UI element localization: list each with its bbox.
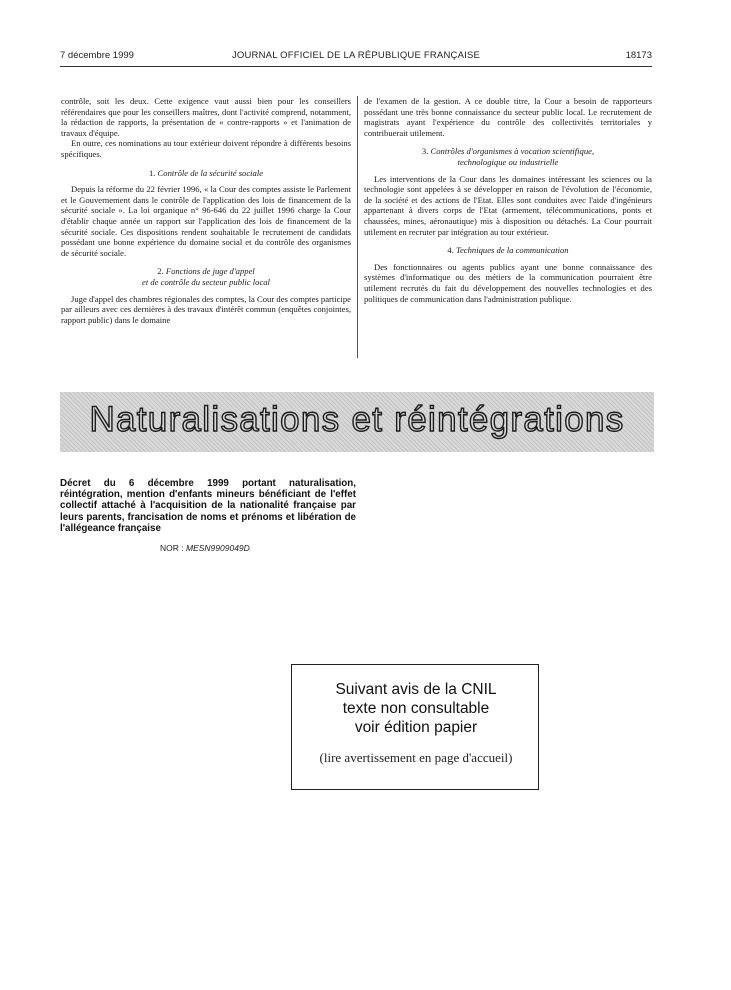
left-paragraph-1: contrôle, soit les deux. Cette exigence vaut aussi bien pour les conseillers référendaires que pour les conseillers maîtres, dont l'activité comprend, notamment, la rédaction de rapports, la présentation de « contre-rapports » et l'animation de travaux d'équipe. <box>61 96 351 138</box>
section-heading-3 <box>364 146 652 167</box>
page-number: 18173 <box>625 50 652 61</box>
left-column <box>61 96 351 325</box>
banner-title: Naturalisations et réintégrations <box>89 400 625 439</box>
section-title: Techniques de la communication <box>456 245 569 256</box>
section-heading-2 <box>61 266 351 287</box>
cnil-notice-line-3: voir édition papier <box>354 719 478 736</box>
cnil-notice-line-1: Suivant avis de la CNIL <box>335 681 497 698</box>
section-number: 3. <box>421 146 429 157</box>
decree-title: Décret du 6 décembre 1999 portant naturalisation, réintégration, mention d'enfants mineurs bénéficiant de l'effet collectif attaché à l'acquisition de la nationalité française par leurs parents, francisation de noms et prénoms et libération de l'allégeance française <box>60 478 356 534</box>
header-divider <box>60 66 652 67</box>
left-paragraph-2: En outre, ces nominations au tour extérieur doivent répondre à différents besoins spécifiques. <box>61 138 351 159</box>
right-paragraph-3: Des fonctionnaires ou agents publics ayant une bonne connaissance des systèmes d'informatique ou des métiers de la communication pourraient être utilement recrutés du fait du développement des nouvelles technologies et des politiques de communication dans l'administration publique. <box>364 261 652 304</box>
right-paragraph-1: de l'examen de la gestion. A ce double titre, la Cour a besoin de rapporteurs possédant une très bonne connaissance du secteur public local. Le recrutement de magistrats ayant l'expérience du contrôle des collectivités territoriales y contribuerait utilement. <box>364 96 652 138</box>
journal-title: JOURNAL OFFICIEL DE LA RÉPUBLIQUE FRANÇAISE <box>231 50 481 61</box>
column-divider <box>357 96 358 358</box>
left-paragraph-3: Depuis la réforme du 22 février 1996, « la Cour des comptes assiste le Parlement et le Gouvernement dans le contrôle de l'application des lois de financement de la sécurité sociale ». La loi organique n° 96-646 du 22 juillet 1996 charge la Cour d'établir chaque année un rapport sur l'application des lois de financement de la sécurité sociale. Ces dispositions rendent souhaitable le recrutement de candidats possédant une bonne expérience du domaine social et du contrôle des organismes de sécurité sociale. <box>61 184 351 258</box>
section-title-continued: technologique ou industrielle <box>457 156 559 167</box>
nor-reference <box>160 543 250 553</box>
nor-code: MESN9909049D <box>186 543 250 553</box>
page-header <box>60 50 652 66</box>
section-title: Contrôle de la sécurité sociale <box>157 167 264 178</box>
section-number: 1. <box>148 167 156 178</box>
section-number: 2. <box>157 266 164 277</box>
section-heading-1 <box>61 168 351 179</box>
nor-label: NOR : <box>160 543 184 553</box>
section-title: Contrôles d'organismes à vocation scientifique, <box>430 146 595 157</box>
cnil-notice-note: (lire avertissement en page d'accueil) <box>319 750 513 765</box>
section-heading-4 <box>364 245 652 256</box>
cnil-notice-line-2: texte non consultable <box>342 700 490 717</box>
issue-date: 7 décembre 1999 <box>60 50 134 61</box>
right-paragraph-2: Les interventions de la Cour dans les domaines intéressant les sciences ou la technologie sont appelées à se développer en raison de l'évolution de l'économie, de la société et des actions de l'Etat. Elles sont conduites avec l'aide d'ingénieurs appartenant à divers corps de l'Etat (armement, télécommunications, ponts et chaussées, mines, aéronautique) mis à disposition ou détachés. La Cour pourrait utilement en recruter par intégration au tour extérieur. <box>364 173 652 237</box>
section-title-continued: et de contrôle du secteur public local <box>142 276 270 287</box>
left-paragraph-4: Juge d'appel des chambres régionales des comptes, la Cour des comptes participe par ailleurs avec ces dernières à des travaux d'intérêt commun (enquêtes conjointes, rapport public) dans le domaine <box>61 293 351 325</box>
section-number: 4. <box>447 245 454 256</box>
section-title: Fonctions de juge d'appel <box>165 266 255 277</box>
right-column <box>364 96 652 304</box>
